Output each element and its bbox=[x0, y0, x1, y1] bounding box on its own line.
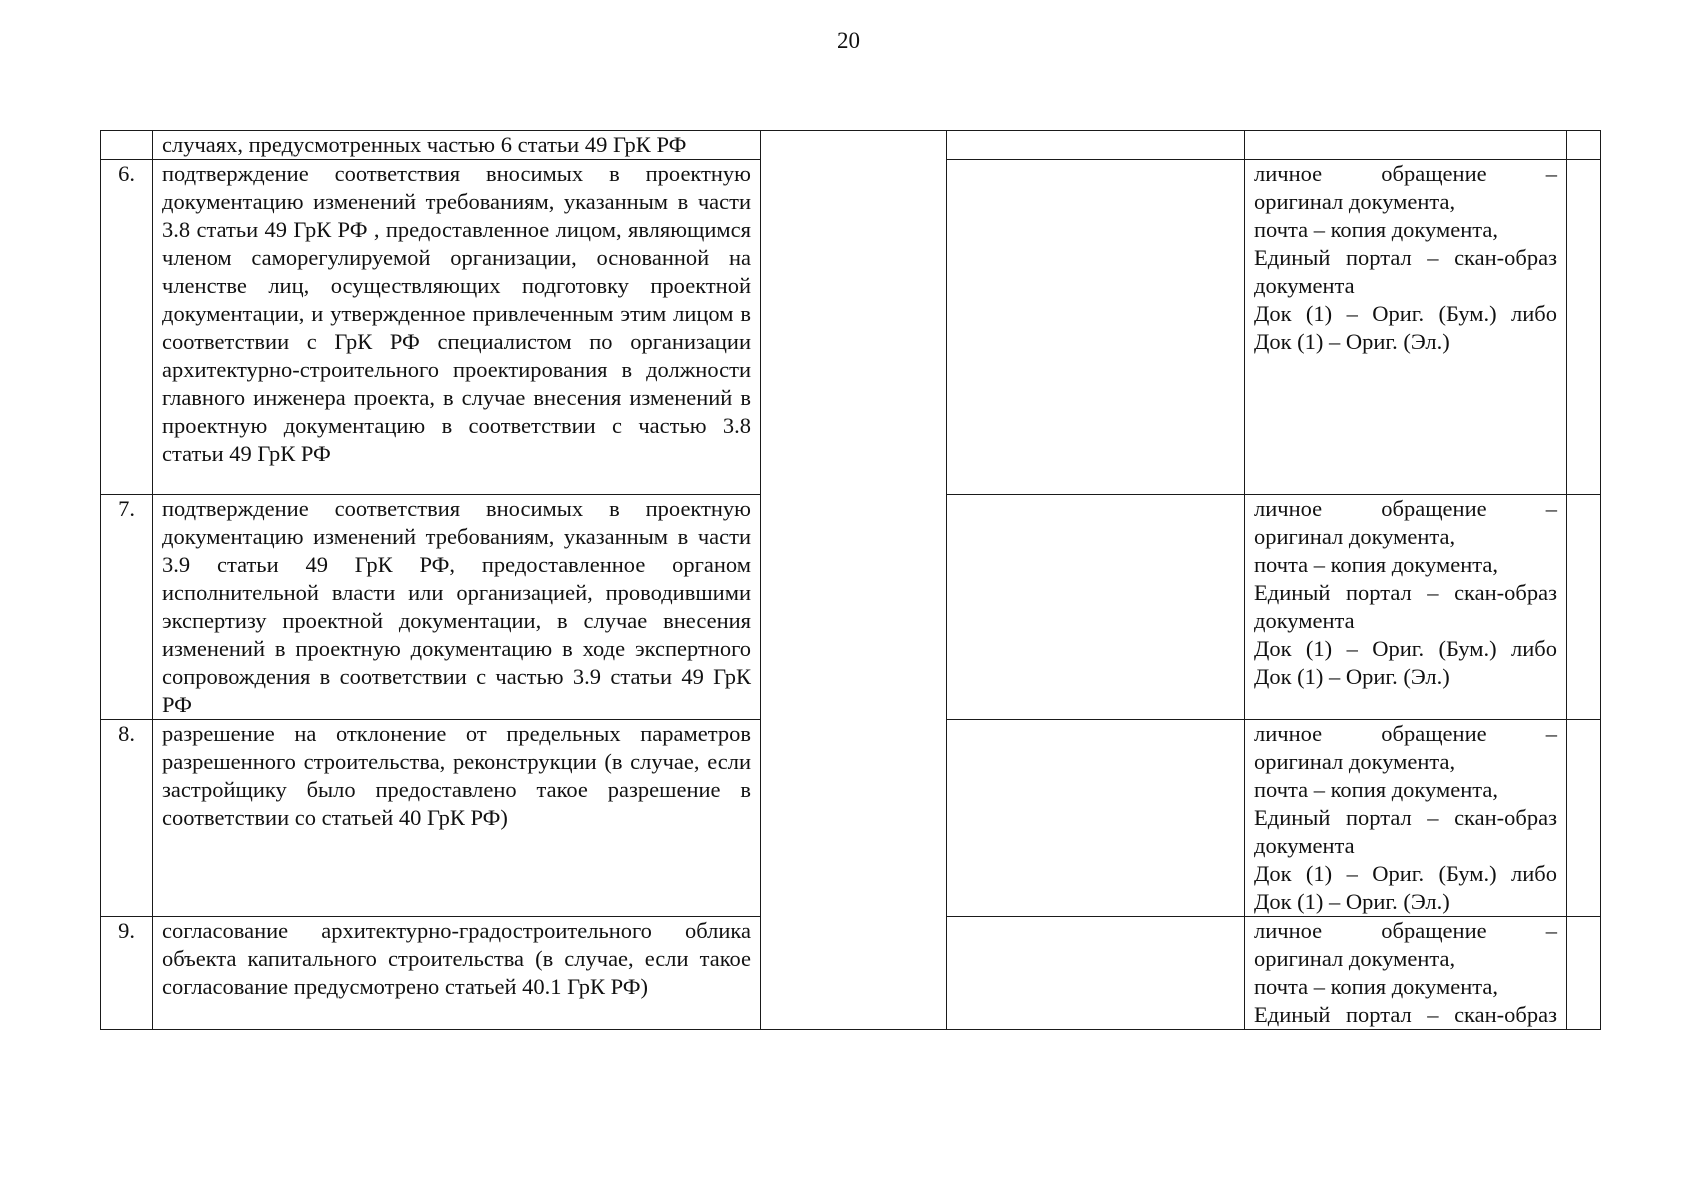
ways-line: Док (1) – Ориг. (Эл.) bbox=[1254, 664, 1450, 689]
document-description: подтверждение соответствия вносимых в проектную документацию изменений требованиям, указанным в части 3.8 статьи 49 ГрК РФ , предоставленное лицом, являющимся членом саморегулируемой организации, основанной на членстве лиц, осуществляющих подготовку проектной документации, и утвержденное привлеченным этим лицом в соответствии с ГрК РФ специалистом по организации архитектурно-строительного проектирования в должности главного инженера проекта, в случае внесения изменений в проектную документацию в соответствии с частью 3.8 статьи 49 ГрК РФ bbox=[162, 161, 751, 466]
submission-ways-cell bbox=[1245, 720, 1567, 917]
submission-ways-cell bbox=[1245, 160, 1567, 495]
table-row-intro bbox=[101, 131, 1601, 160]
ways-line: оригинал документа, bbox=[1254, 946, 1456, 971]
ways-line: почта – копия документа, bbox=[1254, 974, 1498, 999]
narrow-cell bbox=[1567, 131, 1601, 160]
row-number: 8. bbox=[118, 721, 135, 746]
row-text-cell bbox=[153, 160, 761, 495]
ways-line: Док (1) – Ориг. (Эл.) bbox=[1254, 889, 1450, 914]
row-number-cell bbox=[101, 917, 153, 1030]
ways-line: личное обращение – bbox=[1254, 918, 1557, 943]
ways-line: документа bbox=[1254, 273, 1355, 298]
row-text-cell bbox=[153, 131, 761, 160]
ways-line: почта – копия документа, bbox=[1254, 217, 1498, 242]
row-number-cell bbox=[101, 160, 153, 495]
document-description: согласование архитектурно-градостроительного облика объекта капитального строительства (в случае, если такое согласование предусмотрено статьей 40.1 ГрК РФ) bbox=[162, 918, 751, 999]
document-description: разрешение на отклонение от предельных параметров разрешенного строительства, реконструкции (в случае, если застройщику было предоставлено такое разрешение в соответствии со статьей 40 ГрК РФ) bbox=[162, 721, 751, 830]
ways-line: почта – копия документа, bbox=[1254, 777, 1498, 802]
row-text-cell bbox=[153, 495, 761, 720]
submission-ways-cell bbox=[1245, 917, 1567, 1030]
ways-line: личное обращение – bbox=[1254, 496, 1557, 521]
document-description: подтверждение соответствия вносимых в проектную документацию изменений требованиям, указанным в части 3.9 статьи 49 ГрК РФ, предоставленное органом исполнительной власти или организацией, проводившими экспертизу проектной документации, в случае внесения изменений в проектную документацию в ходе экспертного сопровождения в соответствии с частью 3.9 статьи 49 ГрК РФ bbox=[162, 496, 751, 717]
row-number: 7. bbox=[118, 496, 135, 521]
row-text-cell bbox=[153, 917, 761, 1030]
row-text-cell bbox=[153, 720, 761, 917]
ways-line: Единый портал – скан-образ bbox=[1254, 245, 1557, 270]
ways-line: Док (1) – Ориг. (Эл.) bbox=[1254, 329, 1450, 354]
ways-line: Единый портал – скан-образ bbox=[1254, 580, 1557, 605]
ways-line: Док (1) – Ориг. (Бум.) либо bbox=[1254, 301, 1557, 326]
empty-cell bbox=[947, 720, 1245, 917]
ways-line: оригинал документа, bbox=[1254, 749, 1456, 774]
ways-line: оригинал документа, bbox=[1254, 189, 1456, 214]
ways-line: документа bbox=[1254, 833, 1355, 858]
submission-ways-cell bbox=[1245, 495, 1567, 720]
row-number-cell bbox=[101, 131, 153, 160]
row-number: 9. bbox=[118, 918, 135, 943]
ways-line: оригинал документа, bbox=[1254, 524, 1456, 549]
ways-line: Док (1) – Ориг. (Бум.) либо bbox=[1254, 636, 1557, 661]
ways-line: Единый портал – скан-образ bbox=[1254, 805, 1557, 830]
ways-line: почта – копия документа, bbox=[1254, 552, 1498, 577]
empty-cell bbox=[947, 917, 1245, 1030]
narrow-cell bbox=[1567, 495, 1601, 720]
page-number: 20 bbox=[837, 28, 860, 53]
narrow-cell bbox=[1567, 160, 1601, 495]
ways-line: документа bbox=[1254, 608, 1355, 633]
empty-cell bbox=[947, 495, 1245, 720]
ways-line: личное обращение – bbox=[1254, 161, 1557, 186]
empty-cell bbox=[947, 131, 1245, 160]
ways-line: личное обращение – bbox=[1254, 721, 1557, 746]
empty-cell bbox=[947, 160, 1245, 495]
ways-line: Док (1) – Ориг. (Бум.) либо bbox=[1254, 861, 1557, 886]
merged-empty-column bbox=[761, 131, 947, 1030]
narrow-cell bbox=[1567, 917, 1601, 1030]
documents-table bbox=[100, 130, 1601, 1030]
intro-text: случаях, предусмотренных частью 6 статьи 49 ГрК РФ bbox=[162, 132, 687, 157]
row-number: 6. bbox=[118, 161, 135, 186]
row-number-cell bbox=[101, 495, 153, 720]
submission-ways-cell bbox=[1245, 131, 1567, 160]
narrow-cell bbox=[1567, 720, 1601, 917]
ways-line: Единый портал – скан-образ bbox=[1254, 1002, 1557, 1027]
row-number-cell bbox=[101, 720, 153, 917]
